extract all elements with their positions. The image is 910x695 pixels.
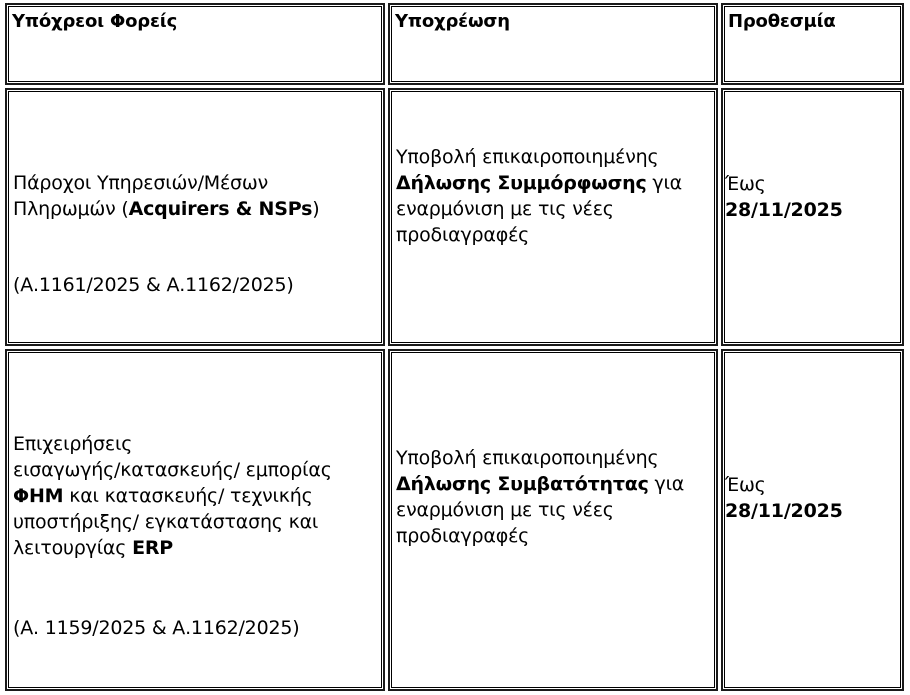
row2-obligation-line3: εναρμόνιση με τις νέες	[396, 499, 614, 521]
row2-entity-line4: υποστήριξης/ εγκατάστασης και	[13, 511, 319, 533]
row2-entity-line2: εισαγωγής/κατασκευής/ εμπορίας	[13, 459, 332, 481]
row1-entity-line2-post: )	[312, 198, 320, 220]
row2-entity-line3	[13, 483, 377, 509]
row1-entity-ref-text: (Α.1161/2025 & Α.1162/2025)	[13, 274, 294, 296]
row1-entity-ref	[13, 272, 377, 298]
row1-obligation-line2	[396, 170, 710, 196]
row1-entities-cell	[5, 88, 385, 346]
row1-entity-line2-pre: Πληρωμών (	[13, 198, 129, 220]
row1-entity-line2	[13, 196, 377, 222]
row2-entity-erp: ERP	[132, 537, 173, 559]
row2-obligation-line2-post: για	[648, 473, 685, 495]
row2-obligation-line1: Υποβολή επικαιροποιημένης	[396, 447, 659, 469]
row2-obligation-line2	[396, 471, 710, 497]
row1-obligation-bold: Δήλωσης Συμμόρφωσης	[396, 172, 647, 194]
row2-entity-ref-text: (Α. 1159/2025 & Α.1162/2025)	[13, 617, 300, 639]
row2-entity-line5-pre: λειτουργίας	[13, 537, 133, 559]
row2-deadline-text	[725, 472, 896, 524]
row1-deadline-date: 28/11/2025	[725, 199, 843, 221]
row2-entities-text	[13, 431, 377, 561]
row2-entity-line5	[13, 535, 377, 561]
row2-entity-line1: Επιχειρήσεις	[13, 433, 133, 455]
row2-deadline-prefix: Έως	[725, 474, 766, 496]
row1-obligation-line3: εναρμόνιση με τις νέες	[396, 198, 614, 220]
row2-entity-fhm: ΦΗΜ	[13, 485, 64, 507]
row1-obligation-cell	[388, 88, 718, 346]
header-obligation-label: Υποχρέωση	[395, 11, 510, 32]
header-deadline-label: Προθεσμία	[728, 11, 836, 32]
row1-entity-acquirers: Acquirers & NSPs	[128, 198, 313, 220]
row1-deadline-cell	[721, 88, 904, 346]
row1-entity-line1: Πάροχοι Υπηρεσιών/Μέσων	[13, 172, 269, 194]
row2-deadline-date: 28/11/2025	[725, 500, 843, 522]
row1-obligation-line1: Υποβολή επικαιροποιημένης	[396, 146, 659, 168]
row2-obligation-text	[396, 445, 710, 549]
header-cell-obligation	[388, 3, 718, 85]
header-cell-entities	[5, 3, 385, 85]
row1-obligation-line2-post: για	[646, 172, 682, 194]
row1-entities-text	[13, 170, 377, 222]
row2-obligation-cell	[388, 349, 718, 691]
row2-deadline-cell	[721, 349, 904, 691]
row2-entities-cell	[5, 349, 385, 691]
row2-entity-line3-post: και κατασκευής/ τεχνικής	[63, 485, 313, 507]
header-cell-deadline	[721, 3, 904, 85]
row2-entity-ref	[13, 615, 377, 641]
row2-obligation-line4: προδιαγραφές	[396, 525, 530, 547]
row1-obligation-text	[396, 144, 710, 248]
header-entities-label: Υπόχρεοι Φορείς	[12, 11, 178, 32]
row1-obligation-line4: προδιαγραφές	[396, 224, 530, 246]
row1-deadline-prefix: Έως	[725, 173, 766, 195]
row2-obligation-bold: Δήλωσης Συμβατότητας	[396, 473, 649, 495]
row1-deadline-text	[725, 171, 896, 223]
